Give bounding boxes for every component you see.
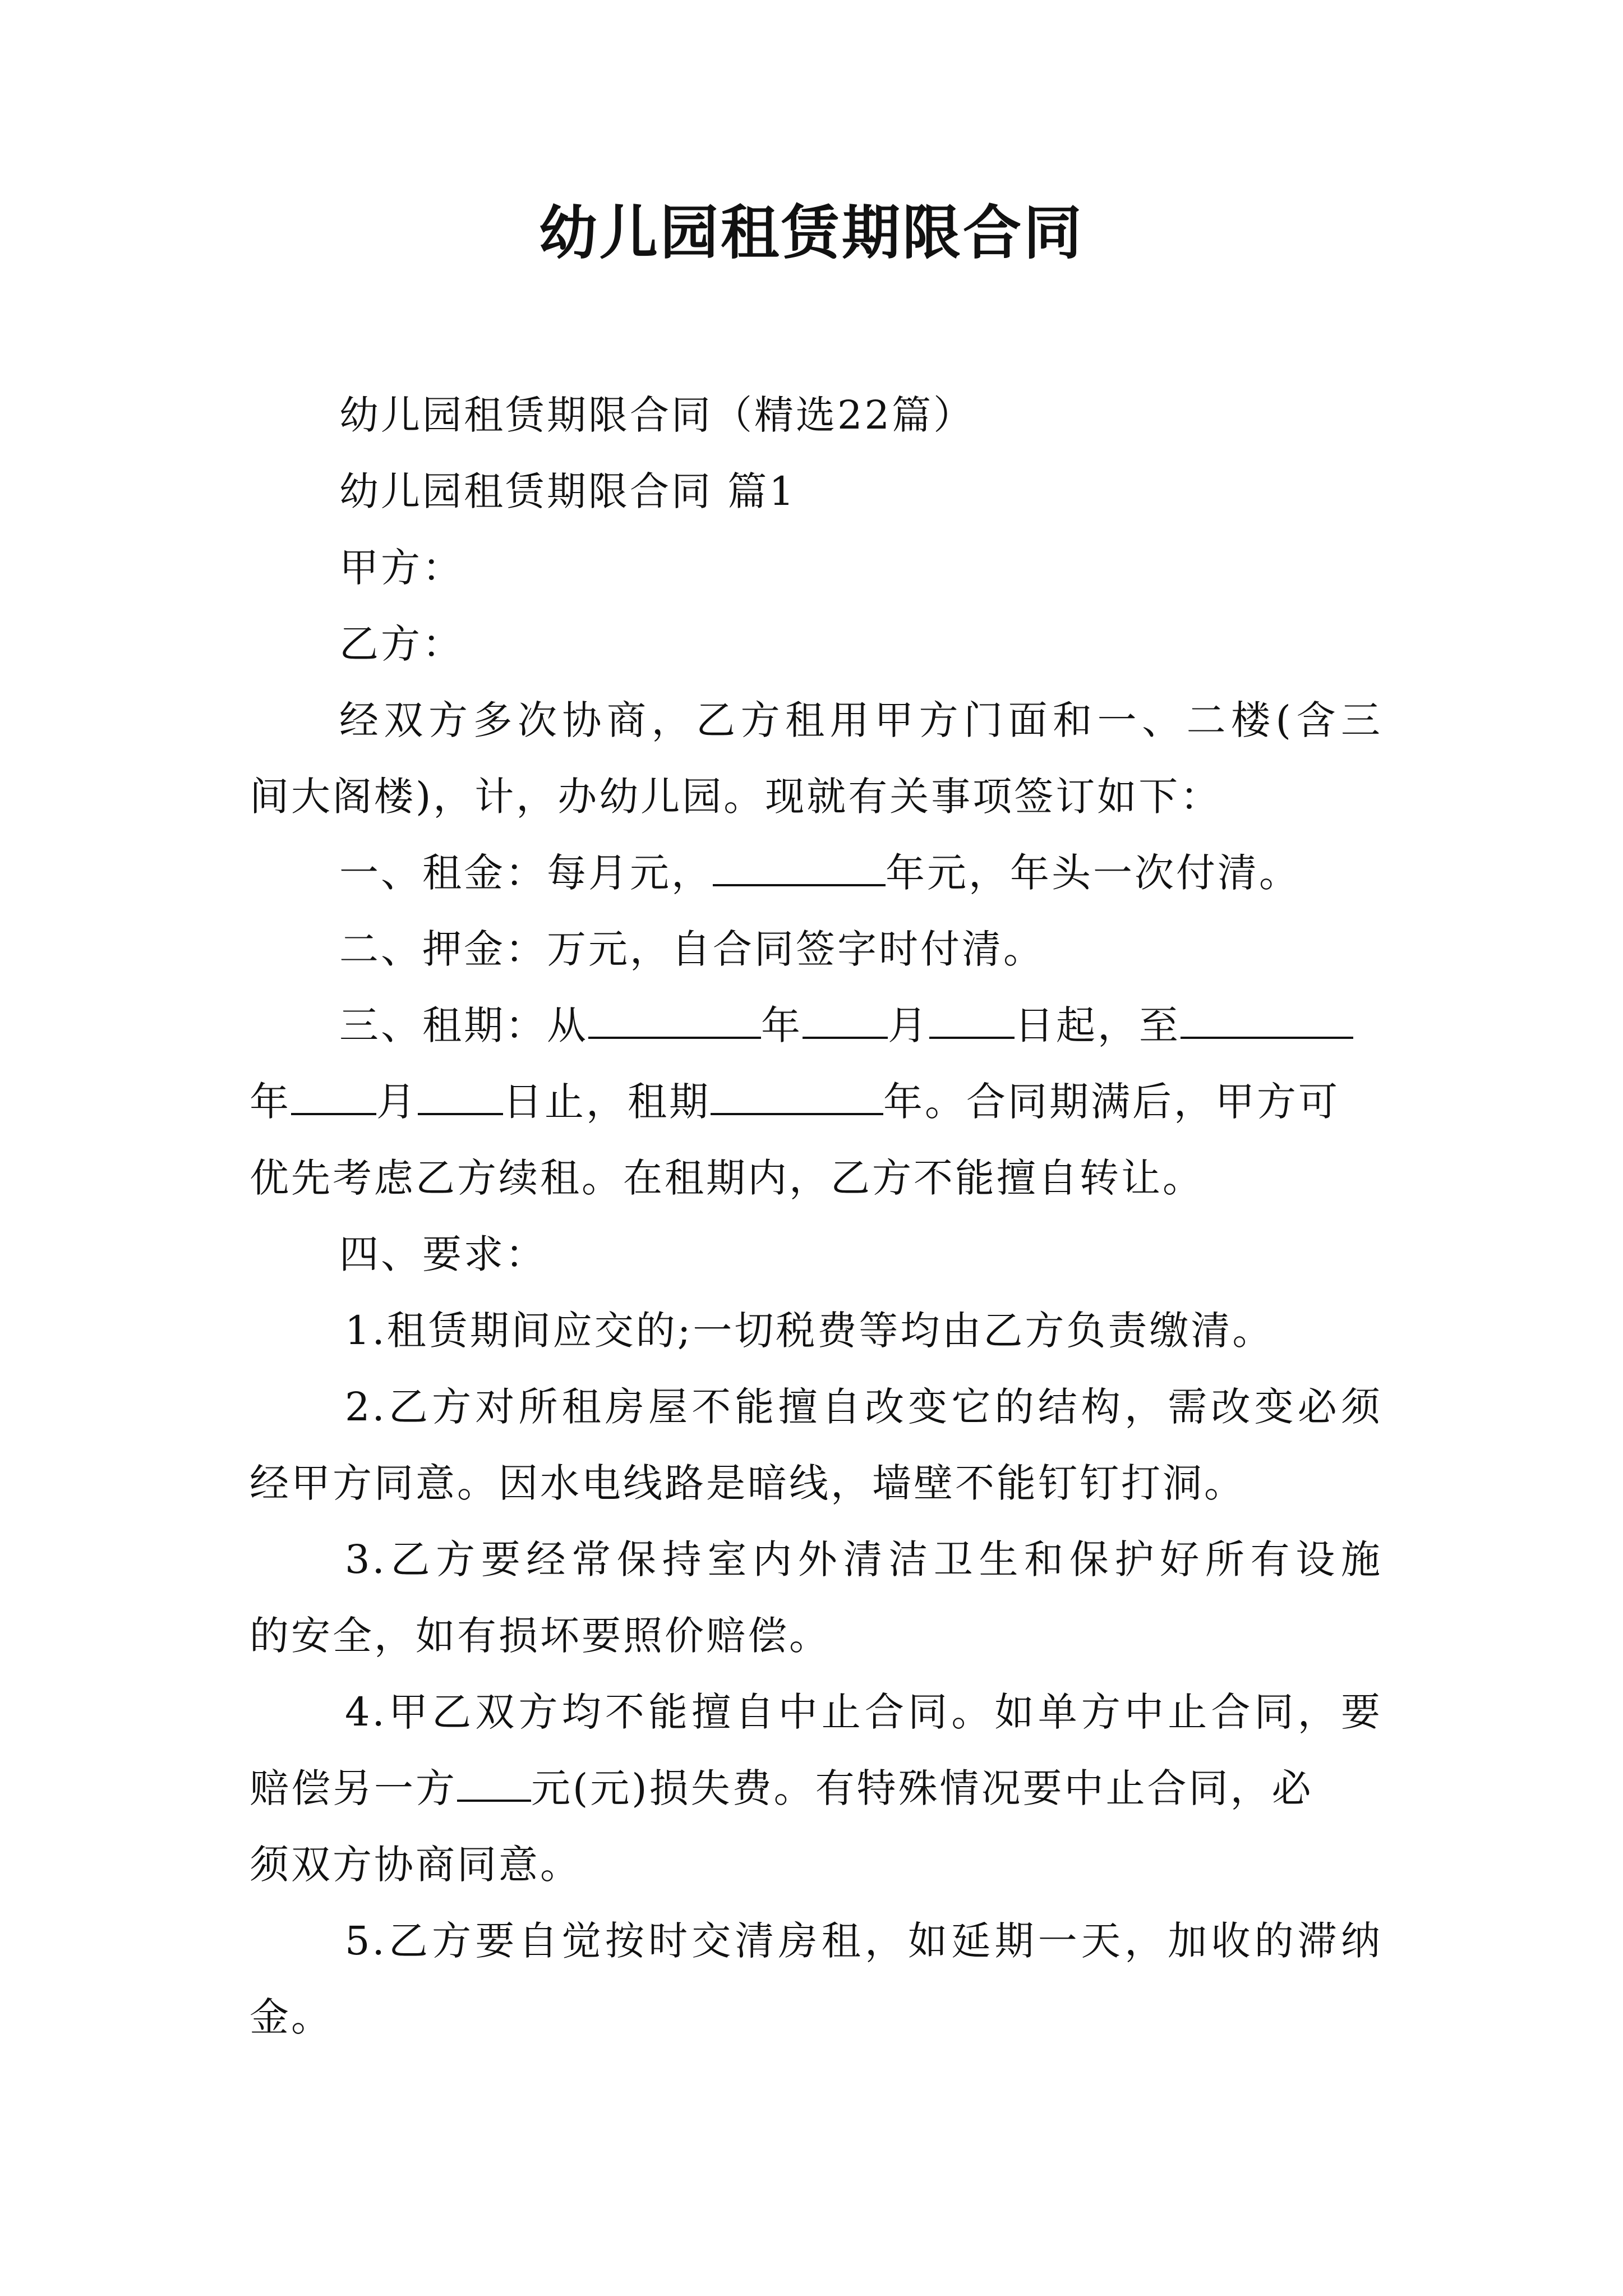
party-b-label: 乙方： bbox=[339, 621, 464, 667]
blank-field bbox=[457, 1757, 531, 1802]
requirement-4-text-1: 赔偿另一方 bbox=[250, 1765, 457, 1811]
clause-term-line-1 bbox=[250, 987, 1382, 1064]
clause-term-text-1: 三、租期：从 bbox=[339, 1002, 588, 1048]
clause-term-text-5: 年 bbox=[250, 1079, 291, 1125]
blank-field bbox=[1181, 994, 1353, 1039]
document-title: 幼儿园租赁期限合同 bbox=[538, 198, 1084, 267]
clause-rent-text-1: 一、租金：每月元， bbox=[339, 850, 713, 896]
paragraph-section-heading: 幼儿园租赁期限合同 篇1 bbox=[339, 468, 796, 514]
clause-term-text-6: 月 bbox=[376, 1079, 418, 1125]
blank-field bbox=[929, 994, 1015, 1039]
paragraph-intro-line-2: 间大阁楼)，计，办幼儿园。现就有关事项签订如下： bbox=[250, 774, 1222, 820]
clause-rent-text-2: 年元，年头一次付清。 bbox=[886, 850, 1301, 896]
clause-term-text-4: 日起，至 bbox=[1015, 1002, 1181, 1048]
clause-term-text-2: 年 bbox=[761, 1002, 803, 1048]
requirement-3-line-2: 的安全，如有损坏要照价赔偿。 bbox=[250, 1613, 831, 1659]
requirement-4-line-1: 4.甲乙双方均不能擅自中止合同。如单方中止合同，要 bbox=[345, 1689, 1382, 1735]
clause-term-text-7: 日止，租期 bbox=[503, 1079, 711, 1125]
party-a-label: 甲方： bbox=[339, 545, 464, 591]
requirement-3-line-1: 3.乙方要经常保持室内外清洁卫生和保护好所有设施 bbox=[345, 1536, 1382, 1582]
requirement-1: 1.租赁期间应交的;一切税费等均由乙方负责缴清。 bbox=[345, 1308, 1274, 1354]
clause-deposit: 二、押金：万元，自合同签字时付清。 bbox=[339, 926, 1045, 972]
requirement-4-line-2 bbox=[250, 1750, 1382, 1826]
clause-rent bbox=[250, 835, 1382, 911]
requirement-5-line-2: 金。 bbox=[250, 1994, 333, 2040]
clause-term-text-3: 月 bbox=[888, 1002, 929, 1048]
paragraph-subtitle: 幼儿园租赁期限合同（精选22篇） bbox=[339, 392, 975, 438]
clause-term-line-3: 优先考虑乙方续租。在租期内，乙方不能擅自转让。 bbox=[250, 1155, 1204, 1201]
paragraph-intro-line-1: 经双方多次协商，乙方租用甲方门面和一、二楼(含三 bbox=[339, 697, 1382, 743]
blank-field bbox=[291, 1070, 376, 1115]
requirement-2-line-2: 经甲方同意。因水电线路是暗线，墙壁不能钉钉打洞。 bbox=[250, 1460, 1246, 1506]
requirement-5-line-1: 5.乙方要自觉按时交清房租，如延期一天，加收的滞纳 bbox=[345, 1918, 1382, 1964]
clause-term-line-2 bbox=[250, 1064, 1382, 1140]
blank-field bbox=[588, 994, 761, 1039]
blank-field bbox=[418, 1070, 503, 1115]
requirement-4-text-2: 元(元)损失费。有特殊情况要中止合同，必 bbox=[531, 1765, 1313, 1811]
blank-field bbox=[803, 994, 888, 1039]
requirement-4-line-3: 须双方协商同意。 bbox=[250, 1842, 582, 1888]
blank-field bbox=[711, 1070, 883, 1115]
document-body bbox=[250, 377, 1382, 2055]
requirement-2-line-1: 2.乙方对所租房屋不能擅自改变它的结构，需改变必须 bbox=[345, 1384, 1382, 1430]
clause-term-text-8: 年。合同期满后，甲方可 bbox=[883, 1079, 1340, 1125]
clause-requirements-heading: 四、要求： bbox=[339, 1231, 547, 1277]
blank-field bbox=[713, 841, 886, 886]
